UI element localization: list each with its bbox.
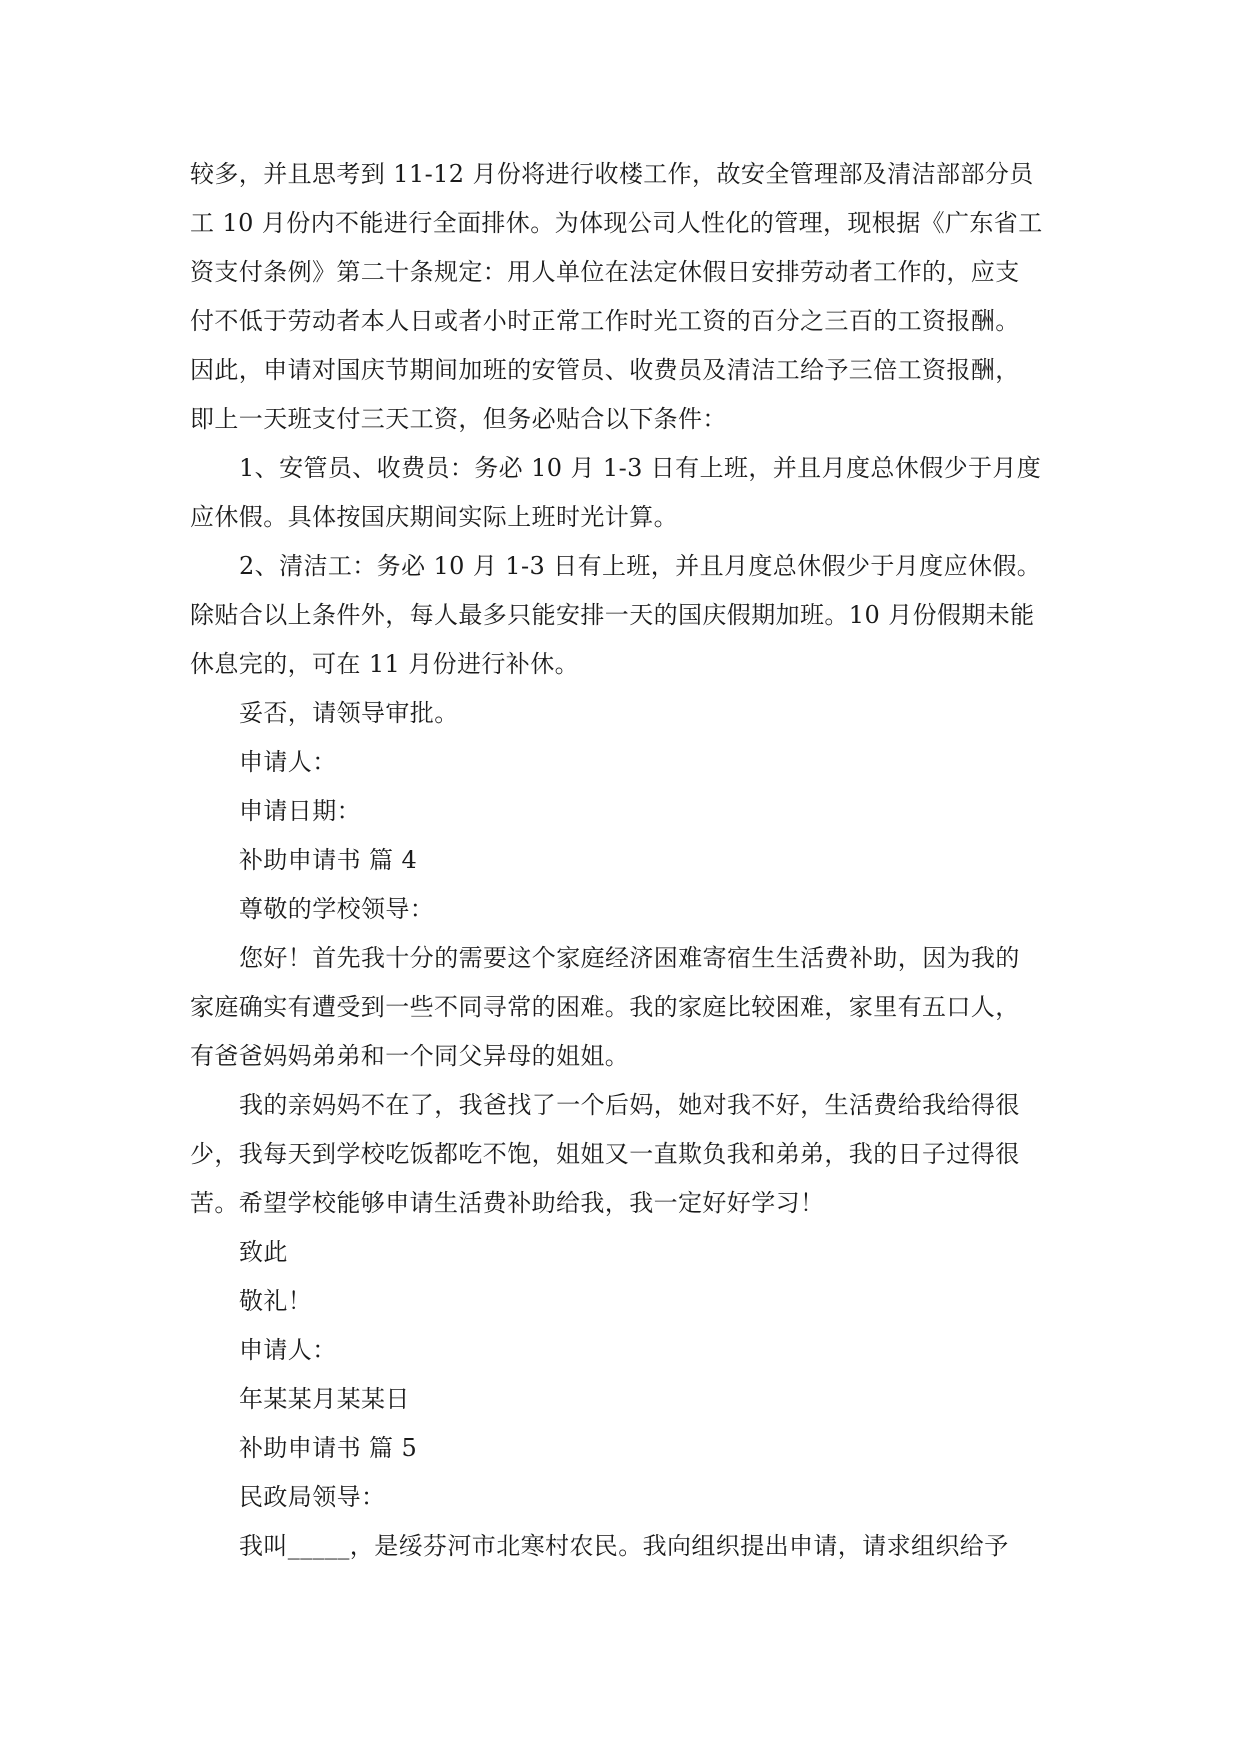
section-heading: 补助申请书 篇 5	[239, 1434, 418, 1462]
text-line: 少，我每天到学校吃饭都吃不饱，姐姐又一直欺负我和弟弟，我的日子过得很	[190, 1140, 1020, 1168]
text-line: 休息完的，可在 11 月份进行补休。	[190, 650, 579, 678]
text-line: 除贴合以上条件外，每人最多只能安排一天的国庆假期加班。10 月份假期未能	[190, 601, 1035, 629]
salutation: 尊敬的学校领导：	[239, 895, 435, 923]
applicant-label: 申请人：	[239, 748, 337, 776]
text-line: 应休假。具体按国庆期间实际上班时光计算。	[190, 503, 678, 531]
closing: 敬礼！	[239, 1287, 313, 1315]
text-line: 我叫_____，是绥芬河市北寒村农民。我向组织提出申请，请求组织给予	[239, 1532, 1009, 1560]
text-line: 付不低于劳动者本人日或者小时正常工作时光工资的百分之三百的工资报酬。	[190, 307, 1020, 335]
text-line: 工 10 月份内不能进行全面排休。为体现公司人性化的管理，现根据《广东省工	[190, 209, 1043, 237]
date-line: 年某某月某某日	[239, 1385, 410, 1413]
text-line: 我的亲妈妈不在了，我爸找了一个后妈，她对我不好，生活费给我给得很	[239, 1091, 1020, 1119]
text-line: 即上一天班支付三天工资，但务必贴合以下条件：	[190, 405, 727, 433]
text-line: 您好！首先我十分的需要这个家庭经济困难寄宿生生活费补助，因为我的	[239, 944, 1020, 972]
document-body	[190, 150, 1050, 1571]
text-line: 较多，并且思考到 11-12 月份将进行收楼工作，故安全管理部及清洁部部分员	[190, 160, 1034, 188]
text-line: 妥否，请领导审批。	[239, 699, 459, 727]
closing: 致此	[239, 1238, 288, 1266]
text-line: 因此，申请对国庆节期间加班的安管员、收费员及清洁工给予三倍工资报酬，	[190, 356, 1020, 384]
application-date-label: 申请日期：	[239, 797, 361, 825]
text-line: 苦。希望学校能够申请生活费补助给我，我一定好好学习！	[190, 1189, 825, 1217]
salutation: 民政局领导：	[239, 1483, 386, 1511]
applicant-label: 申请人：	[239, 1336, 337, 1364]
section-heading: 补助申请书 篇 4	[239, 846, 418, 874]
text-line: 2、清洁工：务必 10 月 1-3 日有上班，并且月度总休假少于月度应休假。	[239, 552, 1042, 580]
text-line: 家庭确实有遭受到一些不同寻常的困难。我的家庭比较困难，家里有五口人，	[190, 993, 1020, 1021]
text-line: 有爸爸妈妈弟弟和一个同父异母的姐姐。	[190, 1042, 630, 1070]
text-line: 资支付条例》第二十条规定：用人单位在法定休假日安排劳动者工作的，应支	[190, 258, 1020, 286]
text-line: 1、安管员、收费员：务必 10 月 1-3 日有上班，并且月度总休假少于月度	[239, 454, 1042, 482]
